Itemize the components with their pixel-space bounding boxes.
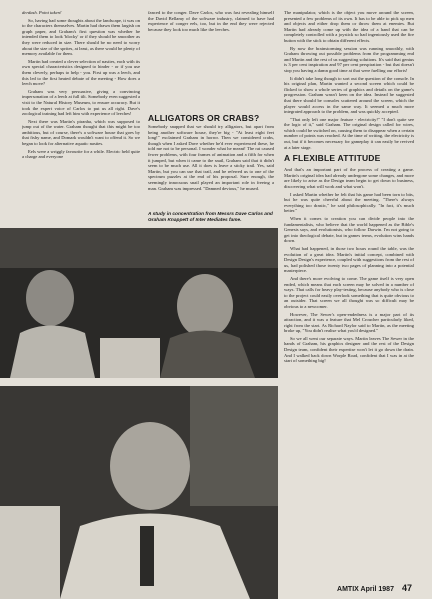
paragraph: Eels were a wriggly favourite for a while. Electric held quite a charge and everyone: [22, 148, 140, 160]
photo-illustration: [0, 386, 278, 599]
photo-meeting-bottom: [0, 386, 278, 599]
page-number: 47: [401, 583, 412, 593]
paragraph: Somebody snapped that we should try alligators, but apart from being another software house, they're big - "At least eight feet long!" exclaimed Graham in horror. Then we considered crabs, though when I asked Dave whether he'd ever experienced these, he told me not to be personal. I wonder what he meant! The rat caused fewer problems, with four frames of animation and a fifth for when it jumped, but when it came to the snail, Graham said that it didn't seem to be much use. All it does is leave a sticky trail. Yes, said Martin, but you can use that trail, and he referred us to one of the spectrum puzzles at the end of his proposal. Sure enough, the seemingly innocuous snail played an important role in freeing a man. Graham was impressed. "Damned devious," he mused.: [148, 124, 274, 191]
paragraph: derdash. Point taken!: [22, 10, 62, 15]
section-heading-flexible: A FLEXIBLE ATTITUDE: [284, 153, 381, 164]
paragraph: So, having had some thoughts about the landscape, it was on to the characters themselves. Martin had drawn them largish on graph paper, and Graham's first question was whether he intended them to look 'blocky' or if they should be smoother as they were reduced in size. There should be no need to worry about the size of the sprites, at least, as there would be plenty of memory available for them.: [22, 17, 140, 57]
column-2-lower: [148, 124, 274, 216]
column-2: [148, 10, 274, 110]
paragraph: Martin had created a clever selection of nasties, each with its own special characteristics designed to hinder - or if you use them cleverly, perhaps to help - you. First up was a leech, and this led to the first heated debate of the meeting - How does a leech move?: [22, 58, 140, 87]
paragraph: "That only left one major feature - electricity!" "I don't quite see the logic of it," said Graham. The original design called for wires, which could be switched on, causing them to disappear when a certain number of points was reached. At the time of writing, the electricity is out, but if it becomes necessary for gameplay it can easily be revived at a later stage.: [284, 116, 414, 150]
paragraph: fanced to the conger. Dave Carlos, who was fast revealing himself the David Bellamy of the software industry, claimed to have had experience of conger eels, too, but in the end they were rejected because they look too much like the leeches.: [148, 10, 274, 32]
photo-illustration: [0, 228, 278, 378]
section-heading-alligators: ALLIGATORS OR CRABS?: [148, 113, 260, 123]
paragraph: So we all went our separate ways. Martin leaves The Sewer in the hands of Graham, his graphics designer and the rest of the Design Design team, confident their expertise won't let it go down the drain. And I walked back down Worple Road, confident that I was in at the start of something big!: [284, 335, 414, 364]
paragraph: By now the brainstorming session was running smoothly, with Graham throwing out possible problems from the programming end and Martin and the rest of us suggesting solutions. It's said that genius is 3 per cent inspiration and 97 per cent perspiration - but that doesn't stop you having a damn good time at that were fuelling our efforts!: [284, 45, 414, 73]
paragraph: And that's an important part of the process of creating a game. Martin's original idea had already undergone some changes, and more are likely to arise as the Design team begin to get down to business, discovering what will work and what won't.: [284, 167, 414, 190]
paragraph: Graham was very persuasive, giving a convincing impersonation of a leech at full tilt. Somebody even suggested a visit to the Natural History Museum, to ensure accuracy. But it took the expert voice of Carlos to put us all right. Dave's zoological training had left him with experience of leeches!: [22, 88, 140, 117]
photo-caption: A study in concentration from Messrs Dave Carlos and Graham Knappett of Inter Mediates fame.: [148, 212, 273, 223]
paragraph: What had happened, in those two hours round the table, was the evolution of a great idea. Martin's initial concept, combined with Design Design's experience, coupled with suggestions from the rest of us, had polished those twenty two pages of planning into a potential masterpiece.: [284, 245, 414, 274]
paragraph: I asked Martin whether he felt that his game had been torn to bits, but he was quite cheerful about the meeting. "There's always everything too drastic," he said philosophically. "In fact, it's much better.": [284, 191, 414, 214]
column-1: [22, 10, 140, 226]
paragraph: And there's more evolving to come. The game itself is very open ended, which means that each screen may be solved in a number of ways. That calls for heavy play-testing, because anybody who is close to the project could easily overlook something that is quite obvious to an outsider. That screen we all thought was so difficult may be obvious to a newcomer.: [284, 275, 414, 309]
paragraph: Next there was Martin's piranha, which was supposed to jump out of the water. Graham thought that this might be too ambitious, but of course, there's a software house that goes by that fishy name, and Domark wouldn't want to offend it. So we began to look for alternative aquatic nasties.: [22, 118, 140, 147]
paragraph: It didn't take long though to sort out the question of the console. In his original plan, Martin wanted a second screen which could be flicked to show a whole series of graphics and details on the game's progression. Graham wasn't keen on the idea. Instead he suggested that there should be consoles scattered around the screen, which the player would access in the same way. It seemed a much more integrated approach to the problem, and was quickly accepted.: [284, 75, 414, 115]
paragraph: However, The Sewer's open-endedness is a major part of its attraction, and it was a feature that Mel Croucher particularly liked, right from the start. As Richard Naylor said to Martin, as the meeting broke up, "You didn't realise what you'd designed.": [284, 311, 414, 334]
magazine-issue: AMTIX April 1987: [337, 586, 394, 593]
column-3: [284, 10, 414, 570]
paragraph: When it comes to creation you can divide people into the fundamentalists, who believe that the world happened as the Bible's Genesis says, and evolutionists, who follow Darwin. I'm not going to get into theological debate, but in games terms, evolution wins hands down.: [284, 216, 414, 244]
photo-meeting-top: [0, 228, 278, 378]
paragraph: The manipulator, which is the object you move around the screen, presented a few problems of its own. It has to be able to pick up men and objects and either drop them or throw them at enemies. But Martin had already come up with the idea of a hand that can be completely controlled with a joystick so had ingeniously used the fire button with the stick to obtain different effects.: [284, 10, 414, 43]
page-footer: [337, 583, 412, 593]
